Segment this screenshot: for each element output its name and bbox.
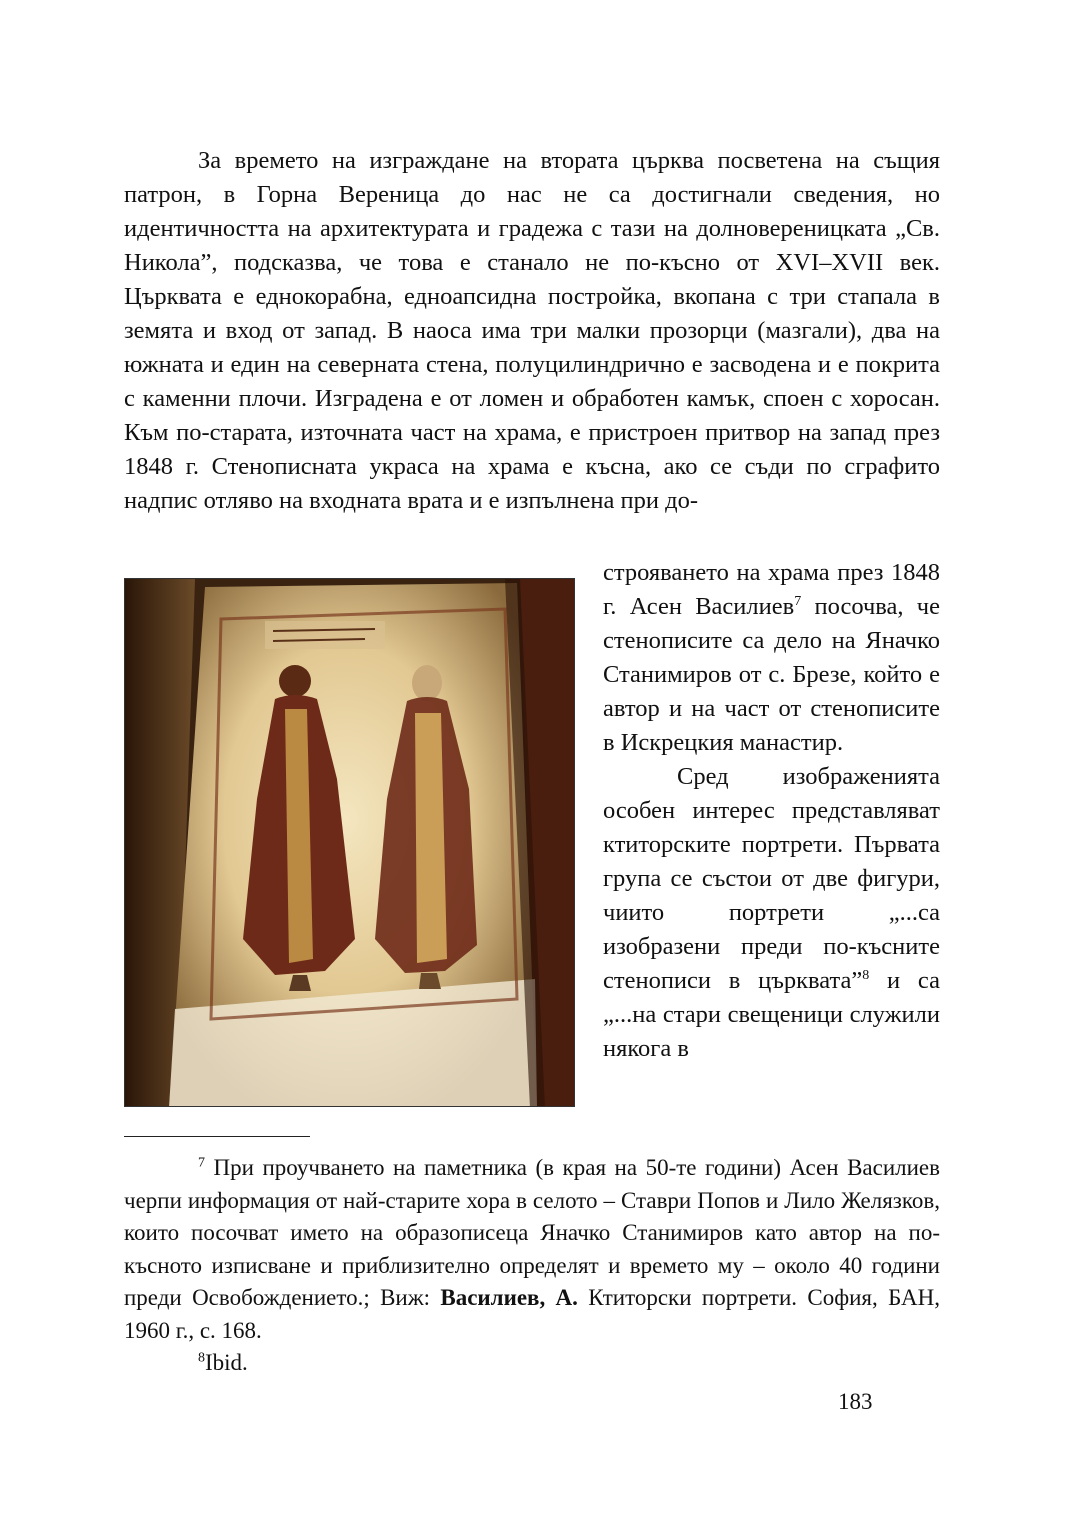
side-paragraph-2 xyxy=(603,760,940,1066)
page-number: 183 xyxy=(838,1389,873,1414)
footnote-7-marker: 7 xyxy=(198,1155,205,1171)
footnote-7 xyxy=(124,1152,940,1347)
footnote-ref-8[interactable]: 8 xyxy=(862,967,870,983)
fresco-photo xyxy=(124,578,575,1107)
paragraph-1: За времето на изграждане на втората църква посветена на същия патрон, в Горна Вереница до нас не са достигнали сведения, но идентичността на архитектурата и градежа с тази на долновереницката „Св. Никола”, подсказва, че това е станало не по-късно от XVI–XVII век. Църквата е еднокорабна, едноапсидна постройка, вкопана с три стапала в земята и вход от запад. В наоса има три малки прозорци (мазгали), два на южната и един на северната стена, полуцилиндрично е засводена и е покрита с каменни плочи. Изградена е от ломен и обработен камък, споен с хоросан. Към по-старата, източната част на храма, е пристроен притвор на запад през 1848 г. Стенописната украса на храма е късна, ако се съди по сграфито надпис отляво на входната врата и е изпълнена при до- xyxy=(124,147,940,514)
footnote-8 xyxy=(124,1347,940,1380)
footnote-7-author: Василиев, А. xyxy=(440,1285,578,1310)
footnote-separator xyxy=(124,1136,310,1137)
side-paragraph-1-text-b: посочва, че стенописите са дело на Яначко Станимиров от с. Брезе, който е автор и на част от стенописите в Искрецкия манастир. xyxy=(603,593,940,756)
footnote-7-citation: Ктиторски портрети. София, БАН, 1960 г., с. 168. xyxy=(124,1285,940,1343)
side-paragraph-2-text-a: Сред изображенията особен интерес представляват ктиторските портрети. Първата група се състои от две фигури, чиито портрети „...са изобразени преди по-късните стенописи в църквата” xyxy=(603,763,940,994)
main-paragraph xyxy=(124,144,940,518)
side-paragraph-1-text-a: строяването на храма през 1848 г. Асен Василиев xyxy=(603,559,940,620)
footnote-8-text: Ibid. xyxy=(205,1350,248,1375)
footnote-8-marker: 8 xyxy=(198,1350,205,1366)
wrapped-paragraph xyxy=(603,556,940,1066)
footnote-7-text: При проучването на паметника (в края на 50-те години) Асен Василиев черпи информация от най-старите хора в селото – Ставри Попов и Лило Желязков, които посочват името на образописеца Яначко Станимиров като автор на по-късното изписване и приблизително определят и времето му – около 40 години преди Освобождението.; Виж: xyxy=(124,1155,940,1310)
side-paragraph-2-text-b: и са „...на стари свещеници служили някога в xyxy=(603,967,940,1062)
fresco-photo-two-clergy-figures-icon xyxy=(125,579,575,1107)
footnote-ref-7[interactable]: 7 xyxy=(794,593,802,609)
footnotes xyxy=(124,1152,940,1380)
side-paragraph-1 xyxy=(603,556,940,760)
